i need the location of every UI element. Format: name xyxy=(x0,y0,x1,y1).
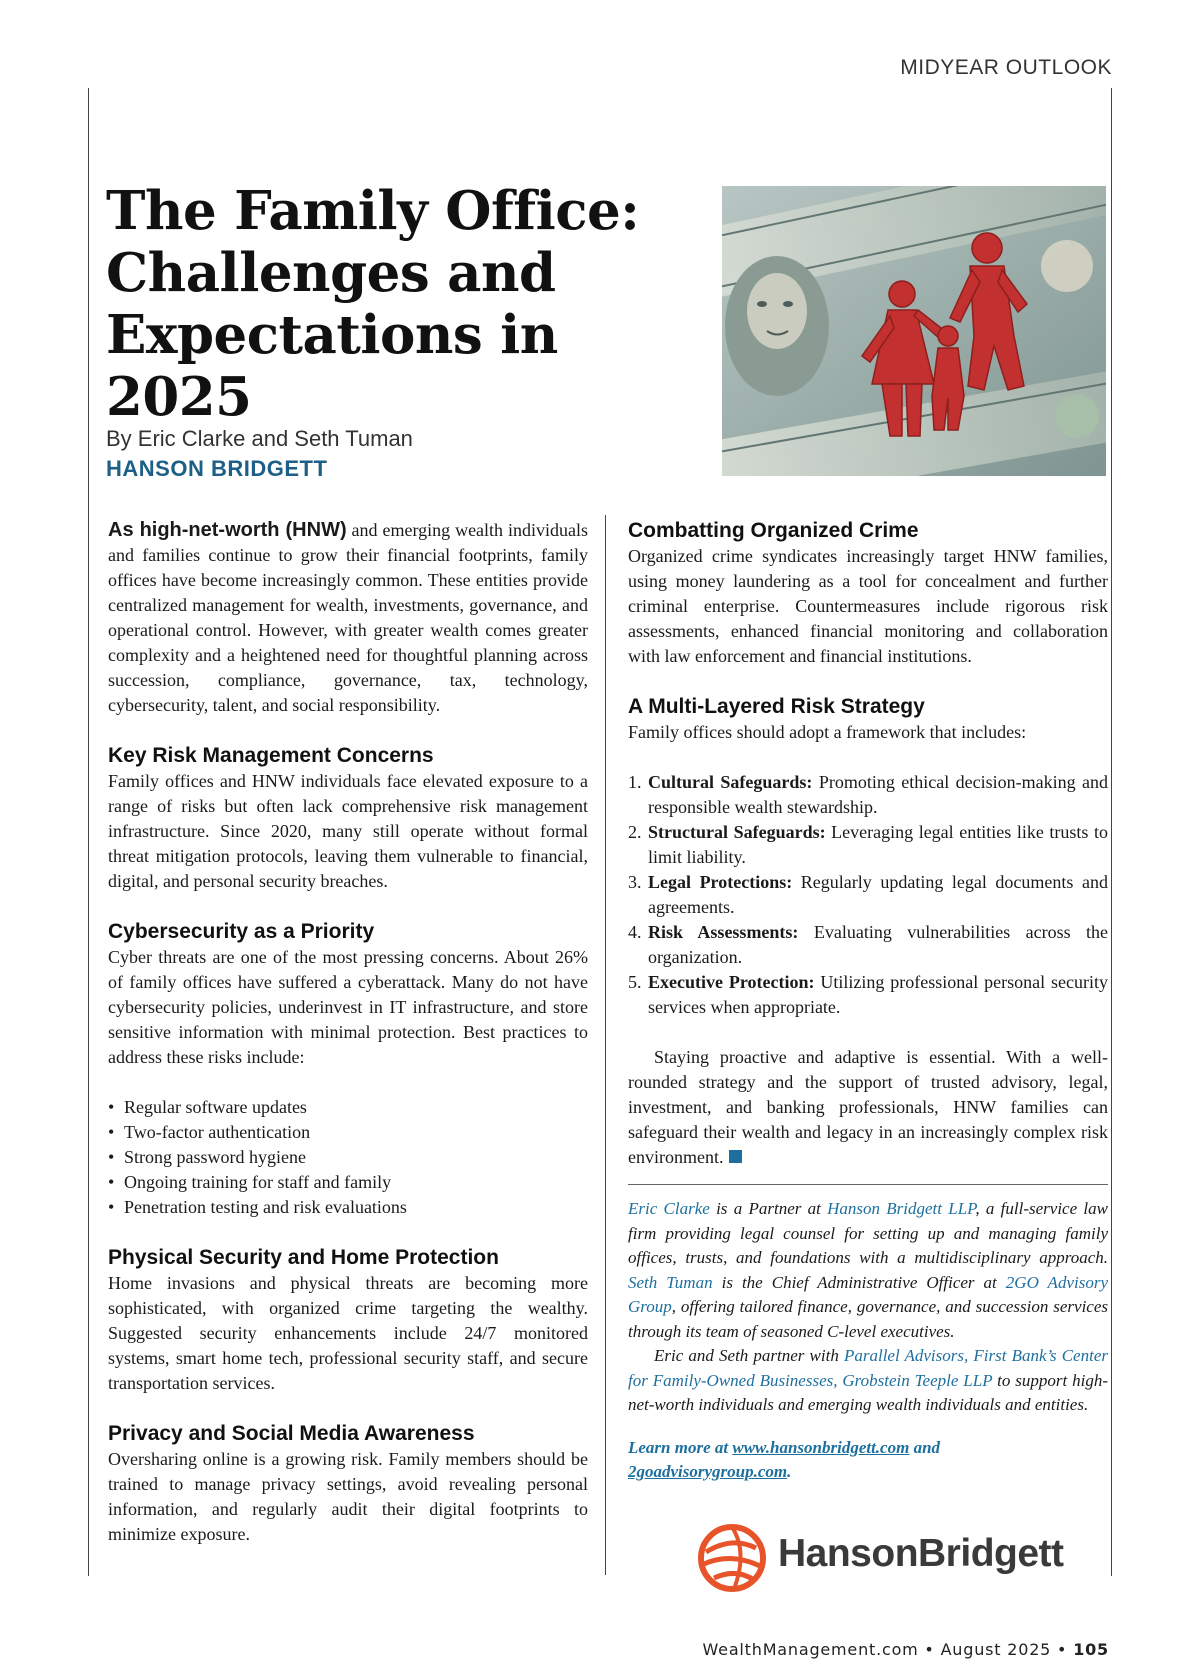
cyber-heading: Cybersecurity as a Priority xyxy=(108,920,375,943)
crime-body: Organized crime syndicates increasingly target HNW families, using money laundering as a tool for concealment and further criminal enterprise. Countermeasures include rigorous risk assessments, enhanced financial monitoring and collaboration with law enforcement and financial institutions. xyxy=(628,546,1108,666)
list-number: 3. xyxy=(628,872,642,892)
list-item xyxy=(628,920,1108,970)
footer-date: August 2025 xyxy=(940,1640,1052,1659)
key-risk-heading: Key Risk Management Concerns xyxy=(108,744,434,767)
key-risk-body: Family offices and HNW individuals face elevated exposure to a range of risks but often lack comprehensive risk management infrastructure. Since 2020, many still operate without formal threat mitigation protocols, leaving them vulnerable to financial, digital, and personal security breaches. xyxy=(108,771,588,891)
cyber-body: Cyber threats are one of the most pressing concerns. About 26% of family offices have suffered a cyberattack. Many do not have cybersecurity policies, underinvest in IT infrastructure, and store sensitive information with minimal protection. Best practices to address these risks include: xyxy=(108,947,588,1067)
list-item-label: Executive Protection: xyxy=(648,972,815,992)
author-name-link[interactable]: Seth Tuman xyxy=(628,1272,713,1292)
bio-text: to support high-net-worth individuals and emerging wealth individuals and entities. xyxy=(628,1370,1109,1414)
bio-text: Eric and Seth partner with xyxy=(654,1346,844,1365)
bio-text: , offering tailored finance, governance, and succession services through its team of seasoned C-level executives. xyxy=(628,1297,1108,1341)
list-item: • Regular software updates xyxy=(108,1095,588,1120)
left-column xyxy=(108,518,588,1547)
list-item-label: Legal Protections: xyxy=(648,872,793,892)
list-item-text: Regularly updating legal documents and agreements. xyxy=(648,872,1108,917)
list-item-text: Promoting ethical decision-making and responsible wealth stewardship. xyxy=(648,772,1108,817)
footer-separator: • xyxy=(1051,1640,1074,1659)
list-item xyxy=(628,770,1108,820)
list-number: 1. xyxy=(628,772,642,792)
section-label: MIDYEAR OUTLOOK xyxy=(900,56,1112,79)
author-name-link[interactable]: Eric Clarke xyxy=(628,1199,710,1218)
footer-separator: • xyxy=(918,1640,941,1659)
right-column-rule xyxy=(1111,88,1112,1576)
bio-paragraph xyxy=(628,1197,1108,1344)
page-number: 105 xyxy=(1073,1640,1109,1659)
right-column xyxy=(628,518,1108,1485)
list-number: 4. xyxy=(628,922,642,942)
list-item xyxy=(628,870,1108,920)
author-bio xyxy=(628,1197,1108,1485)
hansonbridgett-logo xyxy=(696,1522,1064,1594)
bio-text: is a Partner at xyxy=(709,1199,828,1218)
list-item-label: Cultural Safeguards: xyxy=(648,772,813,792)
hero-image xyxy=(722,186,1106,476)
privacy-heading: Privacy and Social Media Awareness xyxy=(108,1422,475,1445)
partners-link[interactable]: Parallel Advisors, First Bank’s Center for Family-Owned Businesses, Grobstein Teeple LLP xyxy=(628,1346,1108,1390)
list-item: • Ongoing training for staff and family xyxy=(108,1170,588,1195)
hansonbridgett-link[interactable]: www.hansonbridgett.com xyxy=(732,1437,910,1457)
physical-heading: Physical Security and Home Protection xyxy=(108,1246,499,1269)
center-column-rule xyxy=(605,515,606,1575)
bio-text: is the Chief Administrative Officer at xyxy=(712,1272,1006,1292)
list-item-text: Leveraging legal entities like trusts to limit liability. xyxy=(648,822,1108,867)
privacy-body: Oversharing online is a growing risk. Family members should be trained to manage privacy settings, avoid revealing personal information, and regularly audit their digital footprints to minimize exposure. xyxy=(108,1449,588,1544)
byline-firm: HANSON BRIDGETT xyxy=(106,456,328,481)
strategy-intro: Family offices should adopt a framework that includes: xyxy=(628,722,1027,742)
list-item-text: Utilizing professional personal security services when appropriate. xyxy=(648,972,1108,1017)
list-item xyxy=(628,970,1108,1020)
2goadvisory-link[interactable]: 2goadvisorygroup.com xyxy=(628,1462,788,1481)
article-title: The Family Office: Challenges and Expectations in 2025 xyxy=(106,180,640,428)
firm-link[interactable]: 2GO Advisory Group xyxy=(628,1272,1108,1316)
list-item-label: Structural Safeguards: xyxy=(648,822,826,842)
byline: By Eric Clarke and Seth Tuman xyxy=(106,426,413,451)
intro-paragraph xyxy=(108,518,588,718)
list-number: 2. xyxy=(628,822,642,842)
learn-more xyxy=(628,1436,1108,1485)
left-column-rule xyxy=(88,88,89,1576)
crime-heading: Combatting Organized Crime xyxy=(628,519,919,542)
money-family-illustration xyxy=(722,186,1106,476)
list-item-text: Evaluating vulnerabilities across the organization. xyxy=(648,922,1108,967)
physical-body: Home invasions and physical threats are becoming more sophisticated, with organized crime targeting the wealthy. Suggested security enhancements include 24/7 monitored systems, smart home tech, professional security staff, and secure transportation services. xyxy=(108,1273,588,1393)
logo-wordmark: HansonBridgett xyxy=(778,1532,1064,1575)
list-item-label: Risk Assessments: xyxy=(648,922,799,942)
learn-more-text: and xyxy=(909,1437,941,1457)
learn-more-text: . xyxy=(787,1462,792,1481)
firm-link[interactable]: Hanson Bridgett LLP xyxy=(827,1199,976,1218)
list-item: • Two-factor authentication xyxy=(108,1120,588,1145)
footer-site: WealthManagement.com xyxy=(702,1640,919,1659)
list-item: • Strong password hygiene xyxy=(108,1145,588,1170)
list-number: 5. xyxy=(628,972,642,992)
cyber-bullet-list xyxy=(108,1095,588,1220)
learn-more-text: Learn more at xyxy=(628,1437,733,1457)
strategy-list xyxy=(628,770,1108,1020)
end-mark-icon xyxy=(729,1150,742,1163)
page-footer xyxy=(703,1640,1110,1659)
hansonbridgett-logo-icon xyxy=(696,1522,768,1594)
list-item: • Penetration testing and risk evaluations xyxy=(108,1195,588,1220)
list-item xyxy=(628,820,1108,870)
strategy-heading: A Multi-Layered Risk Strategy xyxy=(628,695,925,718)
intro-lead-in: As high-net-worth (HNW) xyxy=(108,519,347,541)
closing-paragraph xyxy=(628,1045,1108,1170)
bio-text: , a full-service law firm providing legal counsel for setting up and managing family offices, trusts, and foundations with a multidisciplinary approach. xyxy=(628,1199,1108,1267)
bio-paragraph xyxy=(628,1344,1108,1418)
bio-divider xyxy=(628,1184,1108,1185)
closing-text: Staying proactive and adaptive is essential. With a well-rounded strategy and the support of trusted advisory, legal, investment, and banking professionals, HNW families can safeguard their wealth and legacy in an increasingly complex risk environment. xyxy=(628,1047,1108,1167)
intro-text: and emerging wealth individuals and families continue to grow their financial footprints, family offices have become increasingly common. These entities provide centralized management for wealth, investments, governance, and operational control. However, with greater wealth comes greater complexity and a heightened need for thoughtful planning across succession, compliance, governance, tax, technology, cybersecurity, talent, and social responsibility. xyxy=(108,520,588,715)
